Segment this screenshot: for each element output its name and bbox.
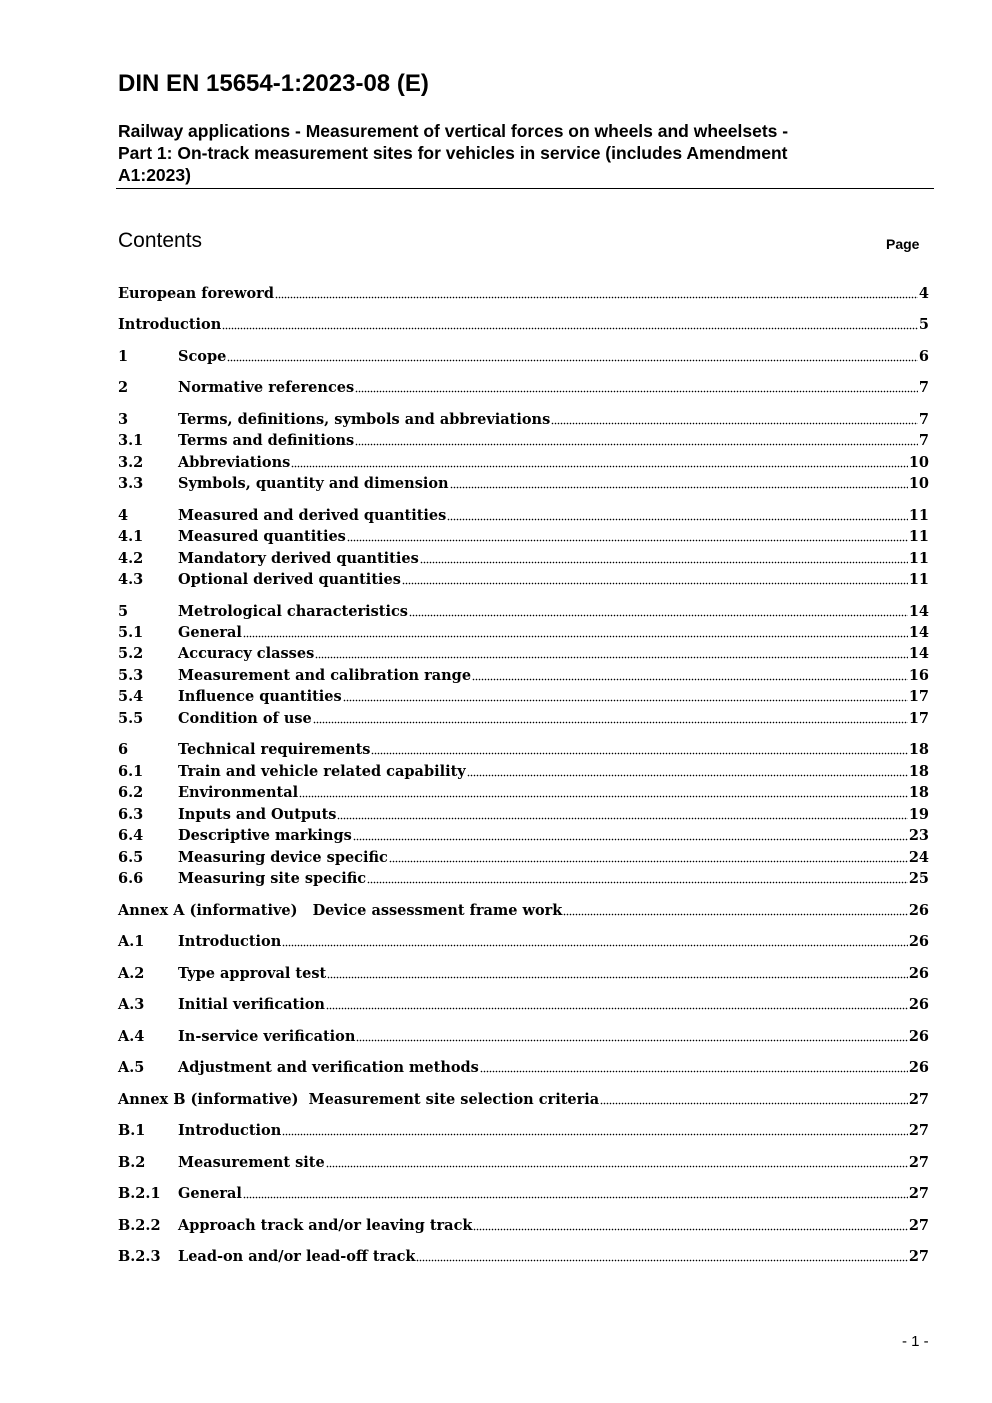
toc-entry[interactable] [118, 601, 929, 623]
toc-entry-page: 6 [918, 348, 929, 365]
toc-entry-title: Environmental [178, 784, 299, 801]
toc-entry-title: Mandatory derived quantities [178, 550, 419, 567]
toc-entry[interactable] [118, 782, 929, 804]
toc-entry[interactable] [118, 643, 929, 665]
toc-dot-leader [315, 656, 908, 659]
toc-entry-number: 5.4 [118, 688, 144, 705]
toc-entry-page: 14 [908, 645, 929, 662]
toc-entry[interactable] [118, 622, 929, 644]
toc-entry[interactable] [118, 708, 929, 730]
toc-entry[interactable] [118, 283, 929, 305]
toc-entry-page: 26 [908, 965, 929, 982]
toc-entry-title: Initial verification [178, 996, 325, 1013]
document-title-line: Railway applications - Measurement of vertical forces on wheels and wheelsets - [118, 121, 789, 141]
toc-dot-leader [355, 390, 918, 393]
toc-entry-number: 1 [118, 348, 129, 365]
toc-entry[interactable] [118, 1246, 929, 1268]
toc-dot-leader [367, 881, 908, 884]
toc-entry-number: 4.3 [118, 571, 144, 588]
toc-entry-page: 17 [908, 688, 929, 705]
toc-dot-leader [326, 1007, 908, 1010]
toc-dot-leader [480, 1070, 908, 1073]
toc-entry-title: General [178, 624, 242, 641]
toc-entry-number: 6.1 [118, 763, 144, 780]
toc-entry-number: B.2.2 [118, 1217, 161, 1234]
toc-entry[interactable] [118, 739, 929, 761]
toc-entry-page: 17 [908, 710, 929, 727]
toc-entry[interactable] [118, 1026, 929, 1048]
toc-entry[interactable] [118, 1152, 929, 1174]
toc-entry-number: 3.3 [118, 475, 144, 492]
toc-entry[interactable] [118, 868, 929, 890]
toc-dot-leader [327, 976, 908, 979]
toc-entry[interactable] [118, 430, 929, 452]
toc-entry-number: 5.2 [118, 645, 144, 662]
toc-entry-page: 19 [908, 806, 929, 823]
toc-entry-page: 27 [908, 1154, 929, 1171]
toc-entry-title: Type approval test [178, 965, 327, 982]
toc-entry-title: General [178, 1185, 242, 1202]
toc-entry-number: B.2.3 [118, 1248, 161, 1265]
toc-entry-page: 4 [918, 285, 929, 302]
toc-entry-title: Measurement site [178, 1154, 325, 1171]
toc-entry-page: 11 [908, 507, 929, 524]
toc-entry[interactable] [118, 548, 929, 570]
toc-entry-page: 16 [908, 667, 929, 684]
toc-entry[interactable] [118, 1120, 929, 1142]
toc-dot-leader [563, 913, 908, 916]
toc-entry-title: Adjustment and verification methods [178, 1059, 479, 1076]
toc-entry-number: 6 [118, 741, 129, 758]
toc-entry-page: 27 [908, 1248, 929, 1265]
toc-entry-number: A.3 [118, 996, 145, 1013]
toc-dot-leader [473, 1228, 907, 1231]
toc-entry-title: Accuracy classes [178, 645, 315, 662]
toc-entry[interactable] [118, 505, 929, 527]
toc-dot-leader [222, 327, 918, 330]
toc-entry[interactable] [118, 994, 929, 1016]
toc-entry-page: 14 [908, 603, 929, 620]
toc-entry[interactable] [118, 452, 929, 474]
toc-entry-title: Normative references [178, 379, 355, 396]
toc-entry[interactable] [118, 1215, 929, 1237]
toc-entry-title: Measuring site specific [178, 870, 367, 887]
toc-entry-number: 6.3 [118, 806, 144, 823]
toc-entry-number: A.1 [118, 933, 145, 950]
document-title-line: A1:2023) [118, 165, 191, 185]
page-column-heading: Page [886, 236, 920, 252]
toc-entry-title: Abbreviations [178, 454, 291, 471]
toc-entry-page: 18 [908, 741, 929, 758]
document-title-line: Part 1: On-track measurement sites for vehicles in service (includes Amendment [118, 143, 788, 163]
toc-entry-page: 11 [908, 571, 929, 588]
toc-entry-number: B.2 [118, 1154, 146, 1171]
toc-entry-title: Symbols, quantity and dimension [178, 475, 449, 492]
toc-entry-page: 23 [908, 827, 929, 844]
toc-entry-title: Measured and derived quantities [178, 507, 447, 524]
toc-entry[interactable] [118, 1183, 929, 1205]
toc-entry[interactable] [118, 825, 929, 847]
toc-entry-page: 5 [918, 316, 929, 333]
toc-entry[interactable] [118, 665, 929, 687]
toc-entry[interactable] [118, 526, 929, 548]
toc-entry-page: 14 [908, 624, 929, 641]
toc-entry-title: Lead-on and/or lead-off track [178, 1248, 416, 1265]
toc-dot-leader [420, 561, 908, 564]
toc-dot-leader [355, 443, 918, 446]
toc-entry-title: Measuring device specific [178, 849, 388, 866]
toc-entry[interactable] [118, 377, 929, 399]
toc-dot-leader [371, 752, 907, 755]
toc-entry[interactable] [118, 900, 929, 922]
toc-dot-leader [416, 1259, 907, 1262]
toc-entry-title: Introduction [178, 933, 282, 950]
toc-entry-title: Influence quantities [178, 688, 342, 705]
toc-entry-number: 6.4 [118, 827, 144, 844]
toc-entry-title: Inputs and Outputs [178, 806, 337, 823]
toc-dot-leader [299, 795, 908, 798]
toc-entry-title: Annex B (informative) Measurement site selection criteria [118, 1091, 600, 1108]
toc-entry-title: Measured quantities [178, 528, 346, 545]
toc-entry-title: Scope [178, 348, 227, 365]
toc-dot-leader [467, 774, 908, 777]
toc-dot-leader [282, 944, 908, 947]
toc-entry-page: 26 [908, 933, 929, 950]
toc-entry-number: 3.2 [118, 454, 144, 471]
toc-dot-leader [313, 721, 908, 724]
toc-dot-leader [353, 838, 908, 841]
toc-entry-title: Approach track and/or leaving track [178, 1217, 473, 1234]
toc-entry[interactable] [118, 804, 929, 826]
toc-dot-leader [402, 582, 908, 585]
toc-entry[interactable] [118, 1057, 929, 1079]
toc-entry-page: 18 [908, 784, 929, 801]
toc-dot-leader [447, 518, 907, 521]
toc-entry-page: 24 [908, 849, 929, 866]
toc-entry-number: 6.5 [118, 849, 144, 866]
toc-entry-page: 10 [908, 454, 929, 471]
toc-entry-number: 6.2 [118, 784, 144, 801]
toc-entry-title: Introduction [118, 316, 222, 333]
toc-entry-title: Terms, definitions, symbols and abbreviations [178, 411, 551, 428]
toc-entry[interactable] [118, 346, 929, 368]
toc-entry-number: A.5 [118, 1059, 145, 1076]
toc-entry[interactable] [118, 1089, 929, 1111]
toc-dot-leader [326, 1165, 908, 1168]
toc-entry[interactable] [118, 314, 929, 336]
toc-dot-leader [275, 296, 918, 299]
toc-entry-page: 7 [918, 379, 929, 396]
toc-entry-page: 7 [918, 411, 929, 428]
toc-dot-leader [343, 699, 908, 702]
toc-entry-title: In-service verification [178, 1028, 356, 1045]
contents-heading: Contents [118, 229, 203, 252]
toc-entry-number: 2 [118, 379, 129, 396]
toc-entry-page: 27 [908, 1091, 929, 1108]
document-title [118, 120, 918, 186]
toc-entry-page: 26 [908, 996, 929, 1013]
toc-entry-page: 27 [908, 1122, 929, 1139]
toc-entry[interactable] [118, 409, 929, 431]
toc-dot-leader [389, 860, 908, 863]
toc-dot-leader [243, 635, 908, 638]
toc-entry-page: 26 [908, 902, 929, 919]
toc-entry-title: Condition of use [178, 710, 312, 727]
toc-entry-page: 25 [908, 870, 929, 887]
toc-entry-number: A.4 [118, 1028, 145, 1045]
toc-entry[interactable] [118, 963, 929, 985]
toc-dot-leader [291, 465, 908, 468]
toc-entry-number: 6.6 [118, 870, 144, 887]
toc-entry-page: 7 [918, 432, 929, 449]
toc-dot-leader [227, 359, 918, 362]
toc-entry-title: Optional derived quantities [178, 571, 401, 588]
footer-page-number: - 1 - [902, 1333, 929, 1350]
toc-entry-page: 18 [908, 763, 929, 780]
toc-entry-title: Technical requirements [178, 741, 371, 758]
toc-entry[interactable] [118, 931, 929, 953]
toc-entry-title: European foreword [118, 285, 274, 302]
toc-entry-number: 4.1 [118, 528, 144, 545]
toc-entry[interactable] [118, 761, 929, 783]
toc-entry-page: 27 [908, 1185, 929, 1202]
toc-entry-page: 11 [908, 528, 929, 545]
toc-entry-page: 26 [908, 1059, 929, 1076]
toc-entry-number: 3.1 [118, 432, 144, 449]
toc-entry-page: 26 [908, 1028, 929, 1045]
toc-entry-number: 4 [118, 507, 129, 524]
toc-entry-page: 27 [908, 1217, 929, 1234]
toc-entry-page: 10 [908, 475, 929, 492]
title-divider [116, 188, 934, 189]
toc-entry-title: Train and vehicle related capability [178, 763, 466, 780]
toc-dot-leader [409, 614, 908, 617]
toc-entry-page: 11 [908, 550, 929, 567]
toc-entry[interactable] [118, 569, 929, 591]
toc-entry-title: Measurement and calibration range [178, 667, 472, 684]
toc-dot-leader [551, 422, 918, 425]
toc-dot-leader [243, 1196, 908, 1199]
toc-dot-leader [356, 1039, 907, 1042]
toc-entry-number: B.2.1 [118, 1185, 161, 1202]
toc-dot-leader [282, 1133, 908, 1136]
toc-entry-title: Metrological characteristics [178, 603, 408, 620]
toc-entry-number: 4.2 [118, 550, 144, 567]
toc-entry-title: Terms and definitions [178, 432, 355, 449]
toc-entry[interactable] [118, 473, 929, 495]
toc-dot-leader [337, 817, 907, 820]
toc-entry[interactable] [118, 847, 929, 869]
toc-entry-number: 5.3 [118, 667, 144, 684]
toc-entry-number: 5.5 [118, 710, 144, 727]
toc-dot-leader [347, 539, 908, 542]
toc-entry-title: Introduction [178, 1122, 282, 1139]
toc-entry-number: B.1 [118, 1122, 146, 1139]
toc-entry[interactable] [118, 686, 929, 708]
document-id: DIN EN 15654-1:2023-08 (E) [118, 70, 429, 97]
toc-entry-title: Descriptive markings [178, 827, 352, 844]
toc-entry-number: A.2 [118, 965, 145, 982]
toc-entry-number: 5 [118, 603, 129, 620]
toc-dot-leader [600, 1102, 908, 1105]
toc-entry-number: 3 [118, 411, 129, 428]
toc-entry-title: Annex A (informative) Device assessment frame work [118, 902, 563, 919]
toc-dot-leader [450, 486, 908, 489]
toc-entry-number: 5.1 [118, 624, 144, 641]
toc-dot-leader [472, 678, 908, 681]
